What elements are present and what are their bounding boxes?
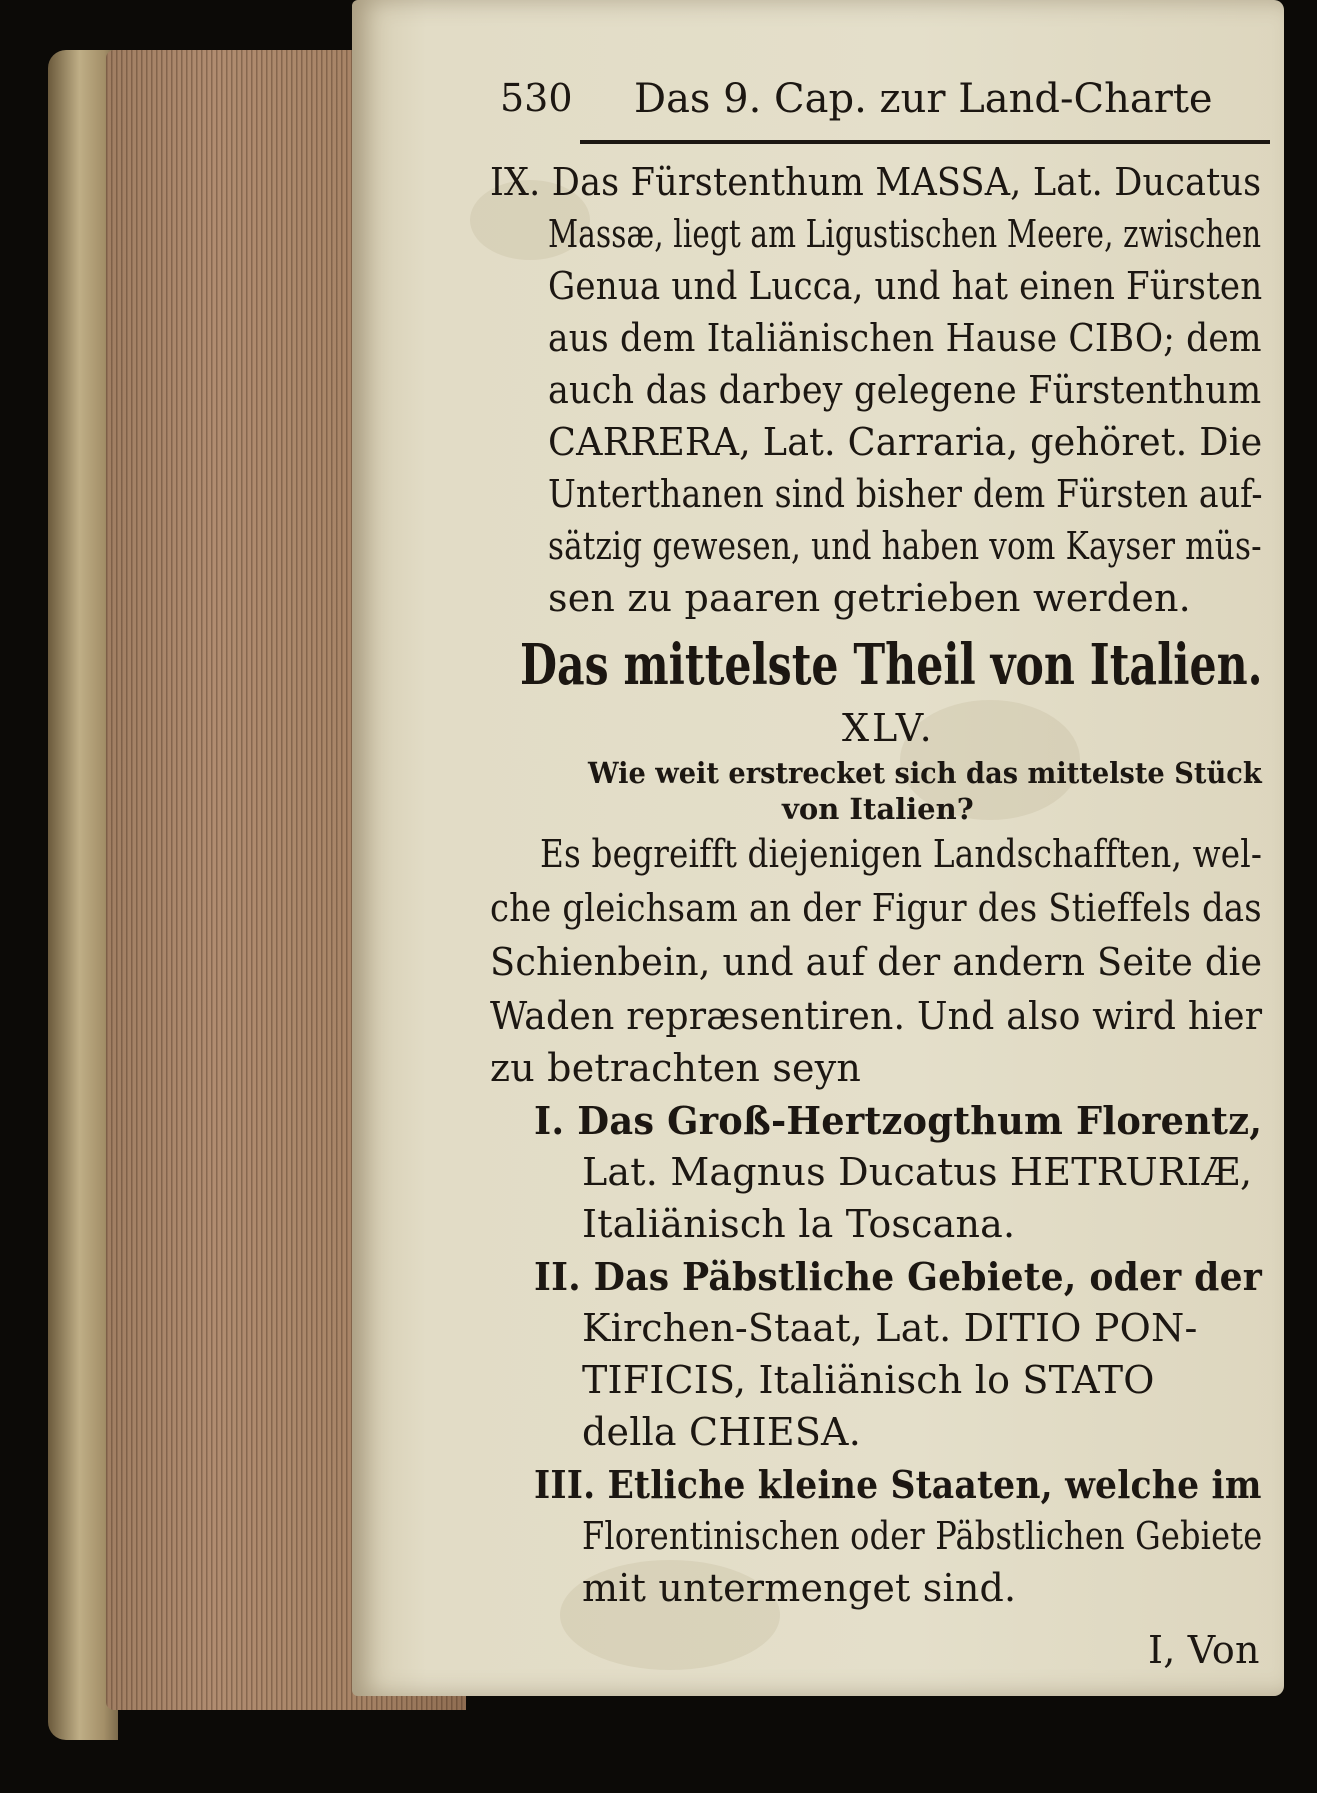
paragraph-line: auch das darbey gelegene Fürstenthum [548,368,1262,412]
list-item-line: mit untermenget sind. [582,1566,1017,1610]
answer-line: zu betrachten seyn [490,1046,862,1090]
paragraph-line: Unterthanen sind bisher dem Fürsten auf- [548,472,1263,516]
running-title: Das 9. Cap. zur Land-Charte [634,76,1213,122]
paragraph-line: Genua und Lucca, und hat einen Fürsten [548,264,1263,308]
paragraph-line: sätzig gewesen, und haben vom Kayser müs- [548,524,1262,568]
list-item-line: Lat. Magnus Ducatus HETRURIÆ, [582,1150,1253,1194]
list-item: II. Das Päbstliche Gebiete, oder der [534,1254,1262,1299]
answer-line: Es begreifft diejenigen Landschafften, wel- [540,832,1263,876]
catchword: I, Von [1148,1628,1260,1672]
section-heading: Das mittelste Theil von Italien. [520,632,1263,698]
question-line: von Italien? [782,792,974,826]
question-line: Wie weit erstrecket sich das mittelste Stück [588,756,1262,790]
paragraph-line: Massæ, liegt am Ligustischen Meere, zwischen [548,212,1262,256]
answer-line: Schienbein, und auf der andern Seite die [490,940,1263,984]
list-item-line: Kirchen-Staat, Lat. DITIO PON- [582,1306,1198,1350]
answer-line: che gleichsam an der Figur des Stieffels das [490,886,1262,930]
list-item-line: della CHIESA. [582,1410,861,1454]
paragraph-line: sen zu paaren getrieben werden. [548,576,1191,620]
paragraph-line: IX. Das Fürstenthum MASSA, Lat. Ducatus [490,160,1262,204]
paragraph-line: aus dem Italiänischen Hause CIBO; dem [548,316,1262,360]
list-item: I. Das Groß-Hertzogthum Florentz, [534,1098,1263,1143]
section-number: XLV. [842,706,935,750]
list-item: III. Etliche kleine Staaten, welche im [534,1462,1262,1507]
header-rule [580,140,1270,144]
list-item-line: Italiänisch la Toscana. [582,1202,1016,1246]
list-item-line: TIFICIS, Italiänisch lo STATO [582,1358,1155,1402]
paragraph-line: CARRERA, Lat. Carraria, gehöret. Die [548,420,1263,464]
answer-line: Waden repræsentiren. Und also wird hier [490,994,1263,1038]
list-item-line: Florentinischen oder Päbstlichen Gebiete [582,1514,1263,1558]
page-number: 530 [500,76,573,120]
